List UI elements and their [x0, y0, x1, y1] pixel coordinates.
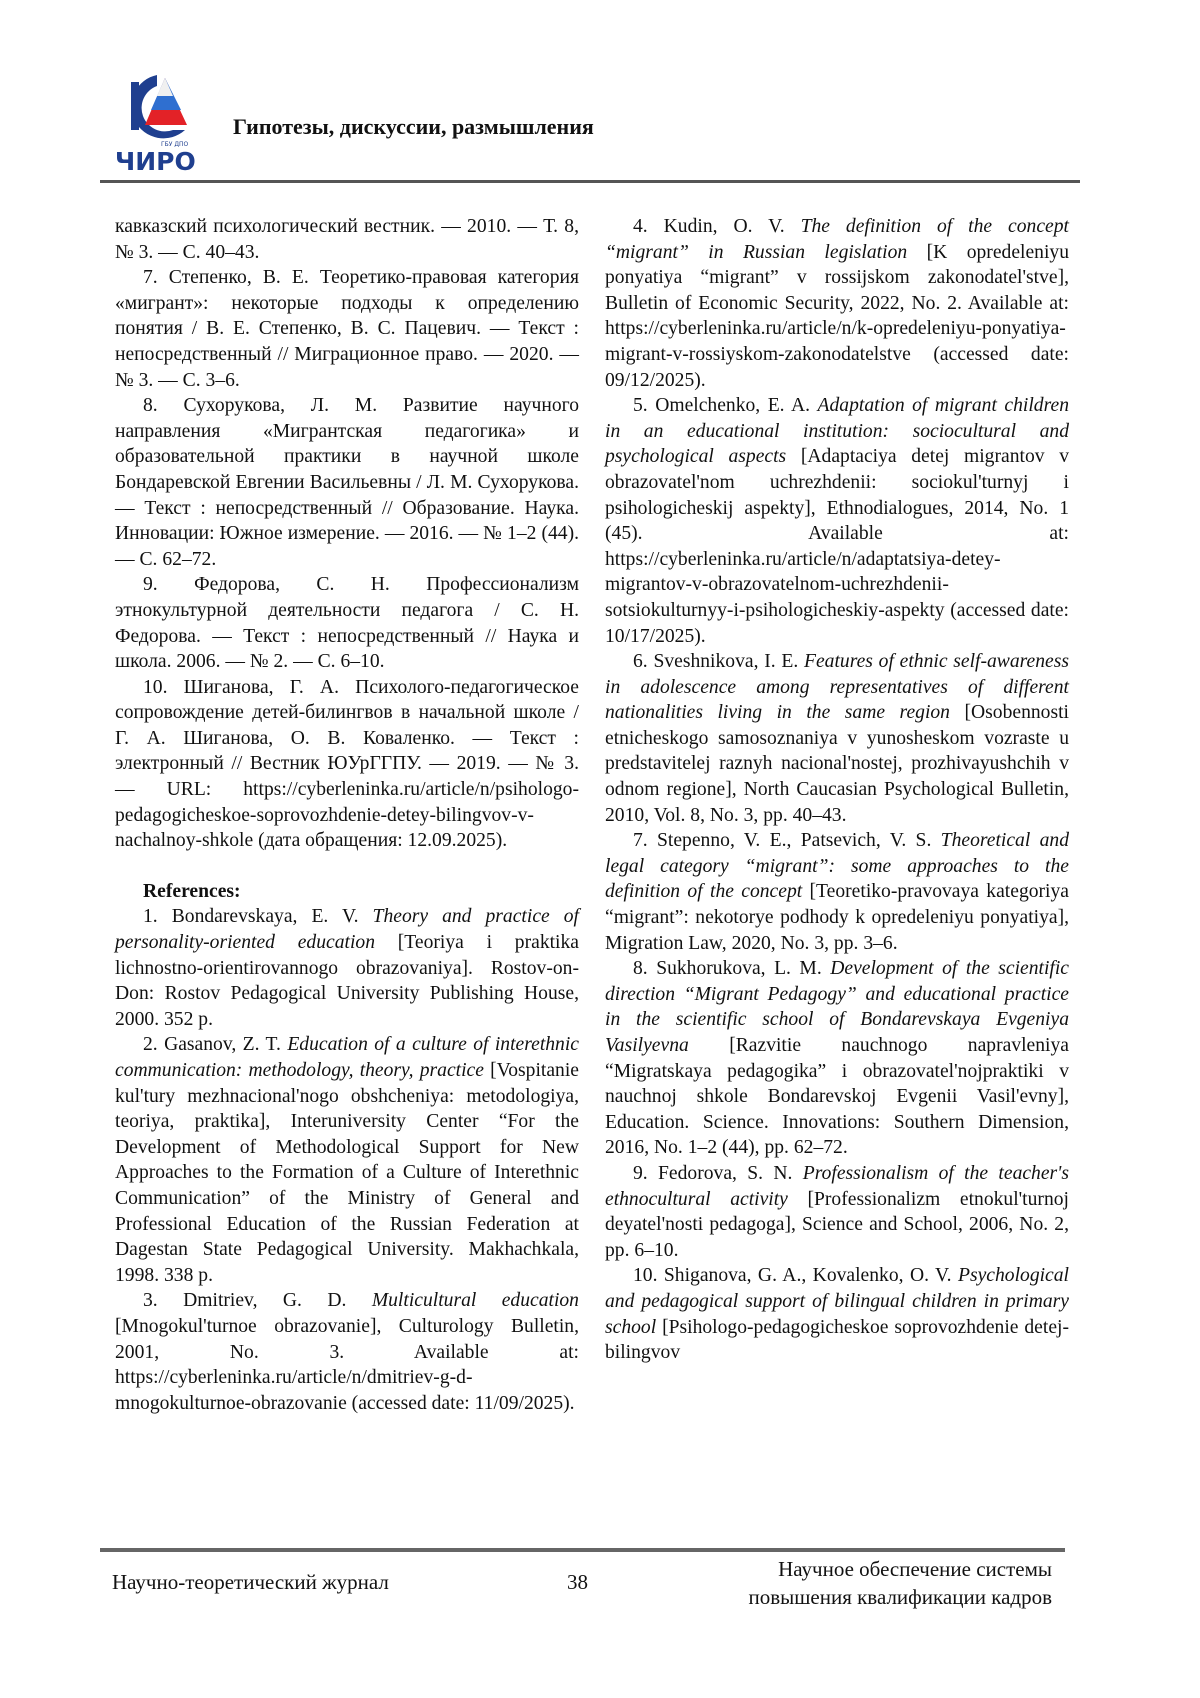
reference-text: 8. Sukhorukova, L. M.	[633, 958, 830, 979]
reference-title: Professionalism of the teacher's ethnocultural activity	[605, 1163, 1069, 1210]
left-column	[115, 214, 579, 1416]
references-heading	[115, 879, 579, 905]
reference-entry	[115, 572, 579, 674]
reference-title: Features of ethnic self-awareness in adolescence among representatives of different nationalities living in the same region	[605, 651, 1069, 723]
section-title: Гипотезы, дискуссии, размышления	[233, 114, 594, 140]
reference-text: 10. Shiganova, G. A., Kovalenko, O. V.	[633, 1265, 958, 1286]
reference-text: [Teoretiko-pravovaya kategoriya “migrant”: nekotorye podhody k opredeleniyu ponyatiya], Migration Law, 2020, No. 3, pp. 3–6.	[605, 881, 1069, 953]
reference-text: [Razvitie nauchnogo napravleniya “Migratskaya pedagogika” i obrazovatel'nojpraktiki v nauchnoj shkole Bondarevskoj Evgenii Vasil'evny], Education. Science. Innovations: Southern Dimension, 2016, No. 1–2 (44), pp. 62–72.	[605, 1035, 1069, 1158]
reference-text: [Professionalizm etnokul'turnoj deyatel'nosti pedagoga], Science and School, 2006, No. 2, pp. 6–10.	[605, 1189, 1069, 1261]
reference-text: 9. Федорова, С. Н. Профессионализм этнокультурной деятельности педагога / С. Н. Федорова. — Текст : непосредственный // Наука и школа. 2006. — № 2. — С. 6–10.	[115, 574, 579, 672]
logo-subtext: ГБУ ДПО	[161, 141, 189, 148]
header-rule	[100, 180, 1080, 183]
reference-text: [Psihologo-pedagogicheskoe soprovozhdenie detej-bilingvov	[605, 1317, 1069, 1364]
reference-text: References:	[143, 881, 241, 902]
logo-text: ЧИРО	[115, 147, 196, 175]
reference-entry	[115, 265, 579, 393]
reference-title: Psychological and pedagogical support of bilingual children in primary school	[605, 1265, 1069, 1337]
footer-right-line1: Научное обеспечение системы	[748, 1555, 1052, 1583]
footer-rule	[100, 1548, 1065, 1552]
reference-text: 9. Fedorova, S. N.	[633, 1163, 803, 1184]
footer-publication	[748, 1555, 1052, 1611]
chiro-logo	[115, 70, 205, 175]
reference-text: кавказский психологический вестник. — 2010. — Т. 8, № 3. — С. 40–43.	[115, 216, 579, 263]
reference-title: The definition of the concept “migrant” in Russian legislation	[605, 216, 1069, 263]
reference-entry	[605, 649, 1069, 828]
reference-text: 6. Sveshnikova, I. E.	[633, 651, 804, 672]
reference-entry	[115, 214, 579, 265]
reference-entry	[605, 828, 1069, 956]
reference-entry	[115, 1032, 579, 1288]
reference-text: 2. Gasanov, Z. T.	[143, 1034, 287, 1055]
reference-text: 1. Bondarevskaya, E. V.	[143, 906, 373, 927]
reference-entry	[605, 214, 1069, 393]
reference-entry	[115, 904, 579, 1032]
reference-text: 10. Шиганова, Г. А. Психолого-педагогическое сопровождение детей-билингвов в начальной школе / Г. А. Шиганова, О. В. Коваленко. — Текст : электронный // Вестник ЮУрГГПУ. — 2019. — № 3. — URL: https://cyberleninka.ru/article/n/psihologo-pedagogicheskoe-soprovozhdenie-detey-bilingvov-v-nachalnoy-shkole (дата обращения: 12.09.2025).	[115, 677, 579, 852]
reference-text: [Mnogokul'turnoe obrazovanie], Culturology Bulletin, 2001, No. 3. Available at: https://cyberleninka.ru/article/n/dmitriev-g-d-mnogokulturnoe-obrazovanie (accessed date: 11/09/2025).	[115, 1316, 579, 1414]
reference-entry	[115, 675, 579, 854]
reference-text: 3. Dmitriev, G. D.	[143, 1290, 372, 1311]
page-number: 38	[567, 1570, 588, 1595]
reference-text: 7. Степенко, В. Е. Теоретико-правовая категория «мигрант»: некоторые подходы к определению понятия / В. Е. Степенко, В. С. Пацевич. — Текст : непосредственный // Миграционное право. — 2020. — № 3. — С. 3–6.	[115, 267, 579, 390]
reference-text: [Vospitanie kul'tury mezhnacional'nogo obshcheniya: metodologiya, teoriya, praktika], Interuniversity Center “For the Development of Methodological Support for New Approaches to the Formation of a Culture of Interethnic Communication” of the Ministry of General and Professional Education of the Russian Federation at Dagestan State Pedagogical University. Makhachkala, 1998. 338 p.	[115, 1060, 579, 1286]
reference-entry	[605, 1263, 1069, 1365]
footer-journal: Научно-теоретический журнал	[112, 1570, 389, 1595]
reference-text: 7. Stepenno, V. E., Patsevich, V. S.	[633, 830, 941, 851]
reference-title: Adaptation of migrant children in an educational institution: sociocultural and psychological aspects	[605, 395, 1069, 467]
reference-text: [Teoriya i praktika lichnostno-orientirovannogo obrazovaniya]. Rostov-on-Don: Rostov Pedagogical University Publishing House, 2000. 352 p.	[115, 932, 579, 1030]
reference-text: [Adaptaciya detej migrantov v obrazovatel'nom uchrezhdenii: sociokul'turnyj i psihologicheskij aspekty], Ethnodialogues, 2014, No. 1 (45). Available at: https://cyberleninka.ru/article/n/adaptatsiya-detey-migrantov-v-obrazovatelnom-uchrezhdenii-sotsiokulturnyy-i-psihologicheskiy-aspekty (accessed date: 10/17/2025).	[605, 446, 1069, 646]
reference-title: Education of a culture of interethnic communication: methodology, theory, practice	[115, 1034, 579, 1081]
reference-text: 5. Omelchenko, E. A.	[633, 395, 818, 416]
reference-text: 8. Сухорукова, Л. М. Развитие научного направления «Мигрантская педагогика» и образовательной практики в научной школе Бондаревской Евгении Васильевны / Л. М. Сухорукова. — Текст : непосредственный // Образование. Наука. Инновации: Южное измерение. — 2016. — № 1–2 (44). — С. 62–72.	[115, 395, 579, 570]
footer-right-line2: повышения квалификации кадров	[748, 1583, 1052, 1611]
reference-entry	[605, 393, 1069, 649]
reference-title: Theory and practice of personality-oriented education	[115, 906, 579, 953]
reference-text: [Osobennosti etnicheskogo samosoznaniya v yunosheskom vozraste u predstavitelej raznyh nacional'nostej, prozhivayushchih v odnom regione], North Caucasian Psychological Bulletin, 2010, Vol. 8, No. 3, pp. 40–43.	[605, 702, 1069, 825]
reference-title: Multicultural education	[372, 1290, 579, 1311]
reference-text: 4. Kudin, O. V.	[633, 216, 801, 237]
reference-title: Development of the scientific direction “Migrant Pedagogy” and educational practice in the scientific school of Bondarevskaya Evgeniya Vasilyevna	[605, 958, 1069, 1056]
right-column	[605, 214, 1069, 1366]
reference-title: Theoretical and legal category “migrant”: some approaches to the definition of the concept	[605, 830, 1069, 902]
reference-entry	[115, 1288, 579, 1416]
reference-entry	[605, 1161, 1069, 1263]
reference-text: [K opredeleniyu ponyatiya “migrant” v rossijskom zakonodatel'stve], Bulletin of Economic Security, 2022, No. 2. Available at: https://cyberleninka.ru/article/n/k-opredeleniyu-ponyatiya-migrant-v-rossiyskom-zakonodatelstve (accessed date: 09/12/2025).	[605, 242, 1069, 391]
reference-entry	[605, 956, 1069, 1161]
reference-entry	[115, 393, 579, 572]
